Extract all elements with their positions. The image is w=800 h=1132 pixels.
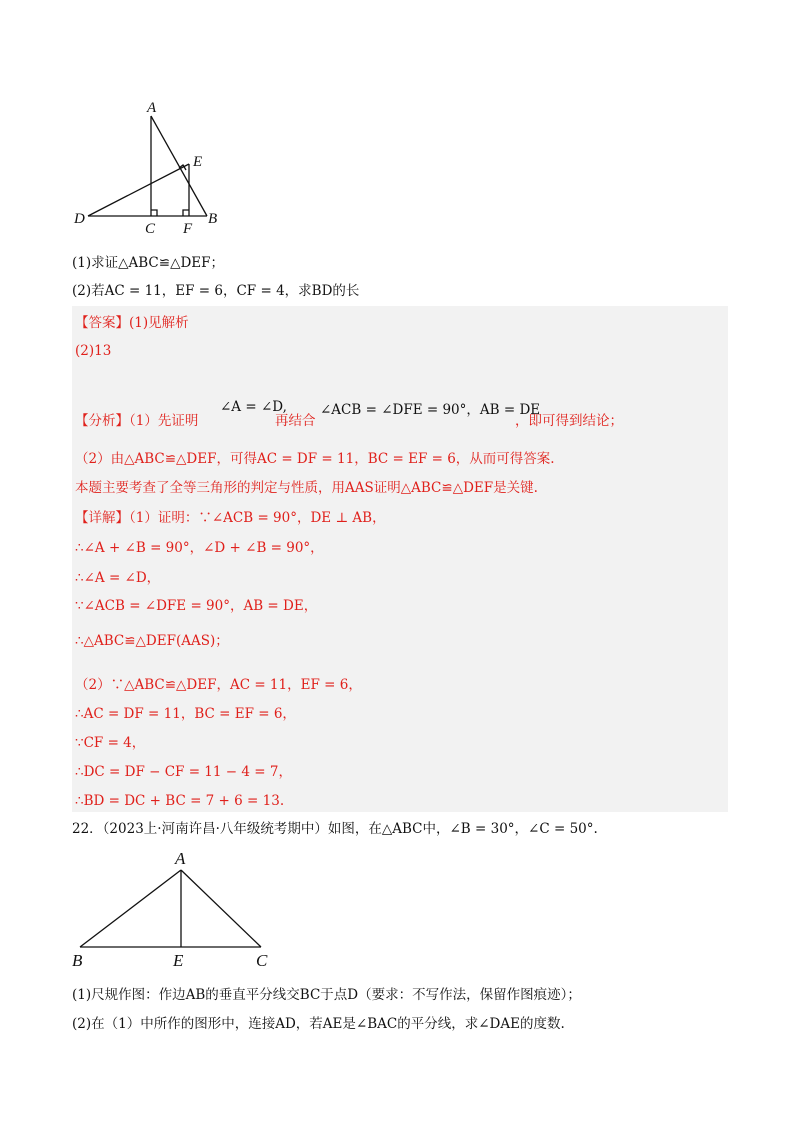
analysis-formula-2: ∠ACB = ∠DFE = 90°，AB = DE <box>320 402 541 418</box>
label-E2: E <box>173 951 184 970</box>
detail-line-7: ∴AC = DF = 11，BC = EF = 6， <box>75 706 296 722</box>
question-2: (2)若AC = 11，EF = 6，CF = 4，求BD的长 <box>72 283 360 299</box>
question-1: (1)求证△ABC≌△DEF； <box>72 255 224 271</box>
label-C: C <box>145 221 156 237</box>
label-B2: B <box>72 951 83 970</box>
detail-line-4: ∵∠ACB = ∠DFE = 90°，AB = DE， <box>75 598 318 614</box>
label-A2: A <box>175 849 186 868</box>
analysis-label: 【分析】（1）先证明 <box>75 413 199 429</box>
answer-title: 【答案】(1)见解析 <box>75 315 189 331</box>
detail-line-3: ∴∠A = ∠D， <box>75 570 161 586</box>
detail-line-2: ∴∠A + ∠B = 90°，∠D + ∠B = 90°， <box>75 540 324 556</box>
detail-line-1: 【详解】（1）证明：∵∠ACB = 90°，DE ⊥ AB， <box>75 510 386 526</box>
question-22-sub-2: (2)在（1）中所作的图形中，连接AD，若AE是∠BAC的平分线，求∠DAE的度数. <box>72 1016 565 1032</box>
analysis-conclusion: ，即可得到结论； <box>515 413 623 429</box>
answer-part2: (2)13 <box>75 343 112 359</box>
label-A: A <box>147 100 157 116</box>
detail-line-10: ∴BD = DC + BC = 7 + 6 = 13. <box>75 793 285 809</box>
detail-line-9: ∴DC = DF − CF = 11 − 4 = 7， <box>75 764 292 780</box>
label-D: D <box>74 211 85 227</box>
answer-box <box>72 306 728 812</box>
analysis-line-2: （2）由△ABC≌△DEF，可得AC = DF = 11，BC = EF = 6，从而可得答案. <box>75 451 555 467</box>
detail-line-8: ∵CF = 4， <box>75 735 146 751</box>
analysis-formula-1: ∠A = ∠D, <box>220 399 287 415</box>
label-C2: C <box>256 951 268 970</box>
analysis-line-3: 本题主要考查了全等三角形的判定与性质，用AAS证明△ABC≌△DEF是关键. <box>75 480 538 496</box>
analysis-text: 再结合 <box>275 413 316 429</box>
triangle-figure-2 <box>60 848 290 973</box>
triangle-figure-1 <box>60 95 240 240</box>
question-22-sub-1: (1)尺规作图：作边AB的垂直平分线交BC于点D（要求：不写作法，保留作图痕迹）； <box>72 987 581 1003</box>
detail-line-6: （2）∵△ABC≌△DEF，AC = 11，EF = 6， <box>75 677 362 693</box>
detail-line-5: ∴△ABC≌△DEF(AAS)； <box>75 633 229 649</box>
label-F: F <box>183 221 193 237</box>
label-E: E <box>193 154 203 170</box>
question-22-stem: 22．（2023上·河南许昌·八年级统考期中）如图，在△ABC中，∠B = 30°，∠C = 50°. <box>72 821 598 837</box>
label-B: B <box>208 211 218 227</box>
